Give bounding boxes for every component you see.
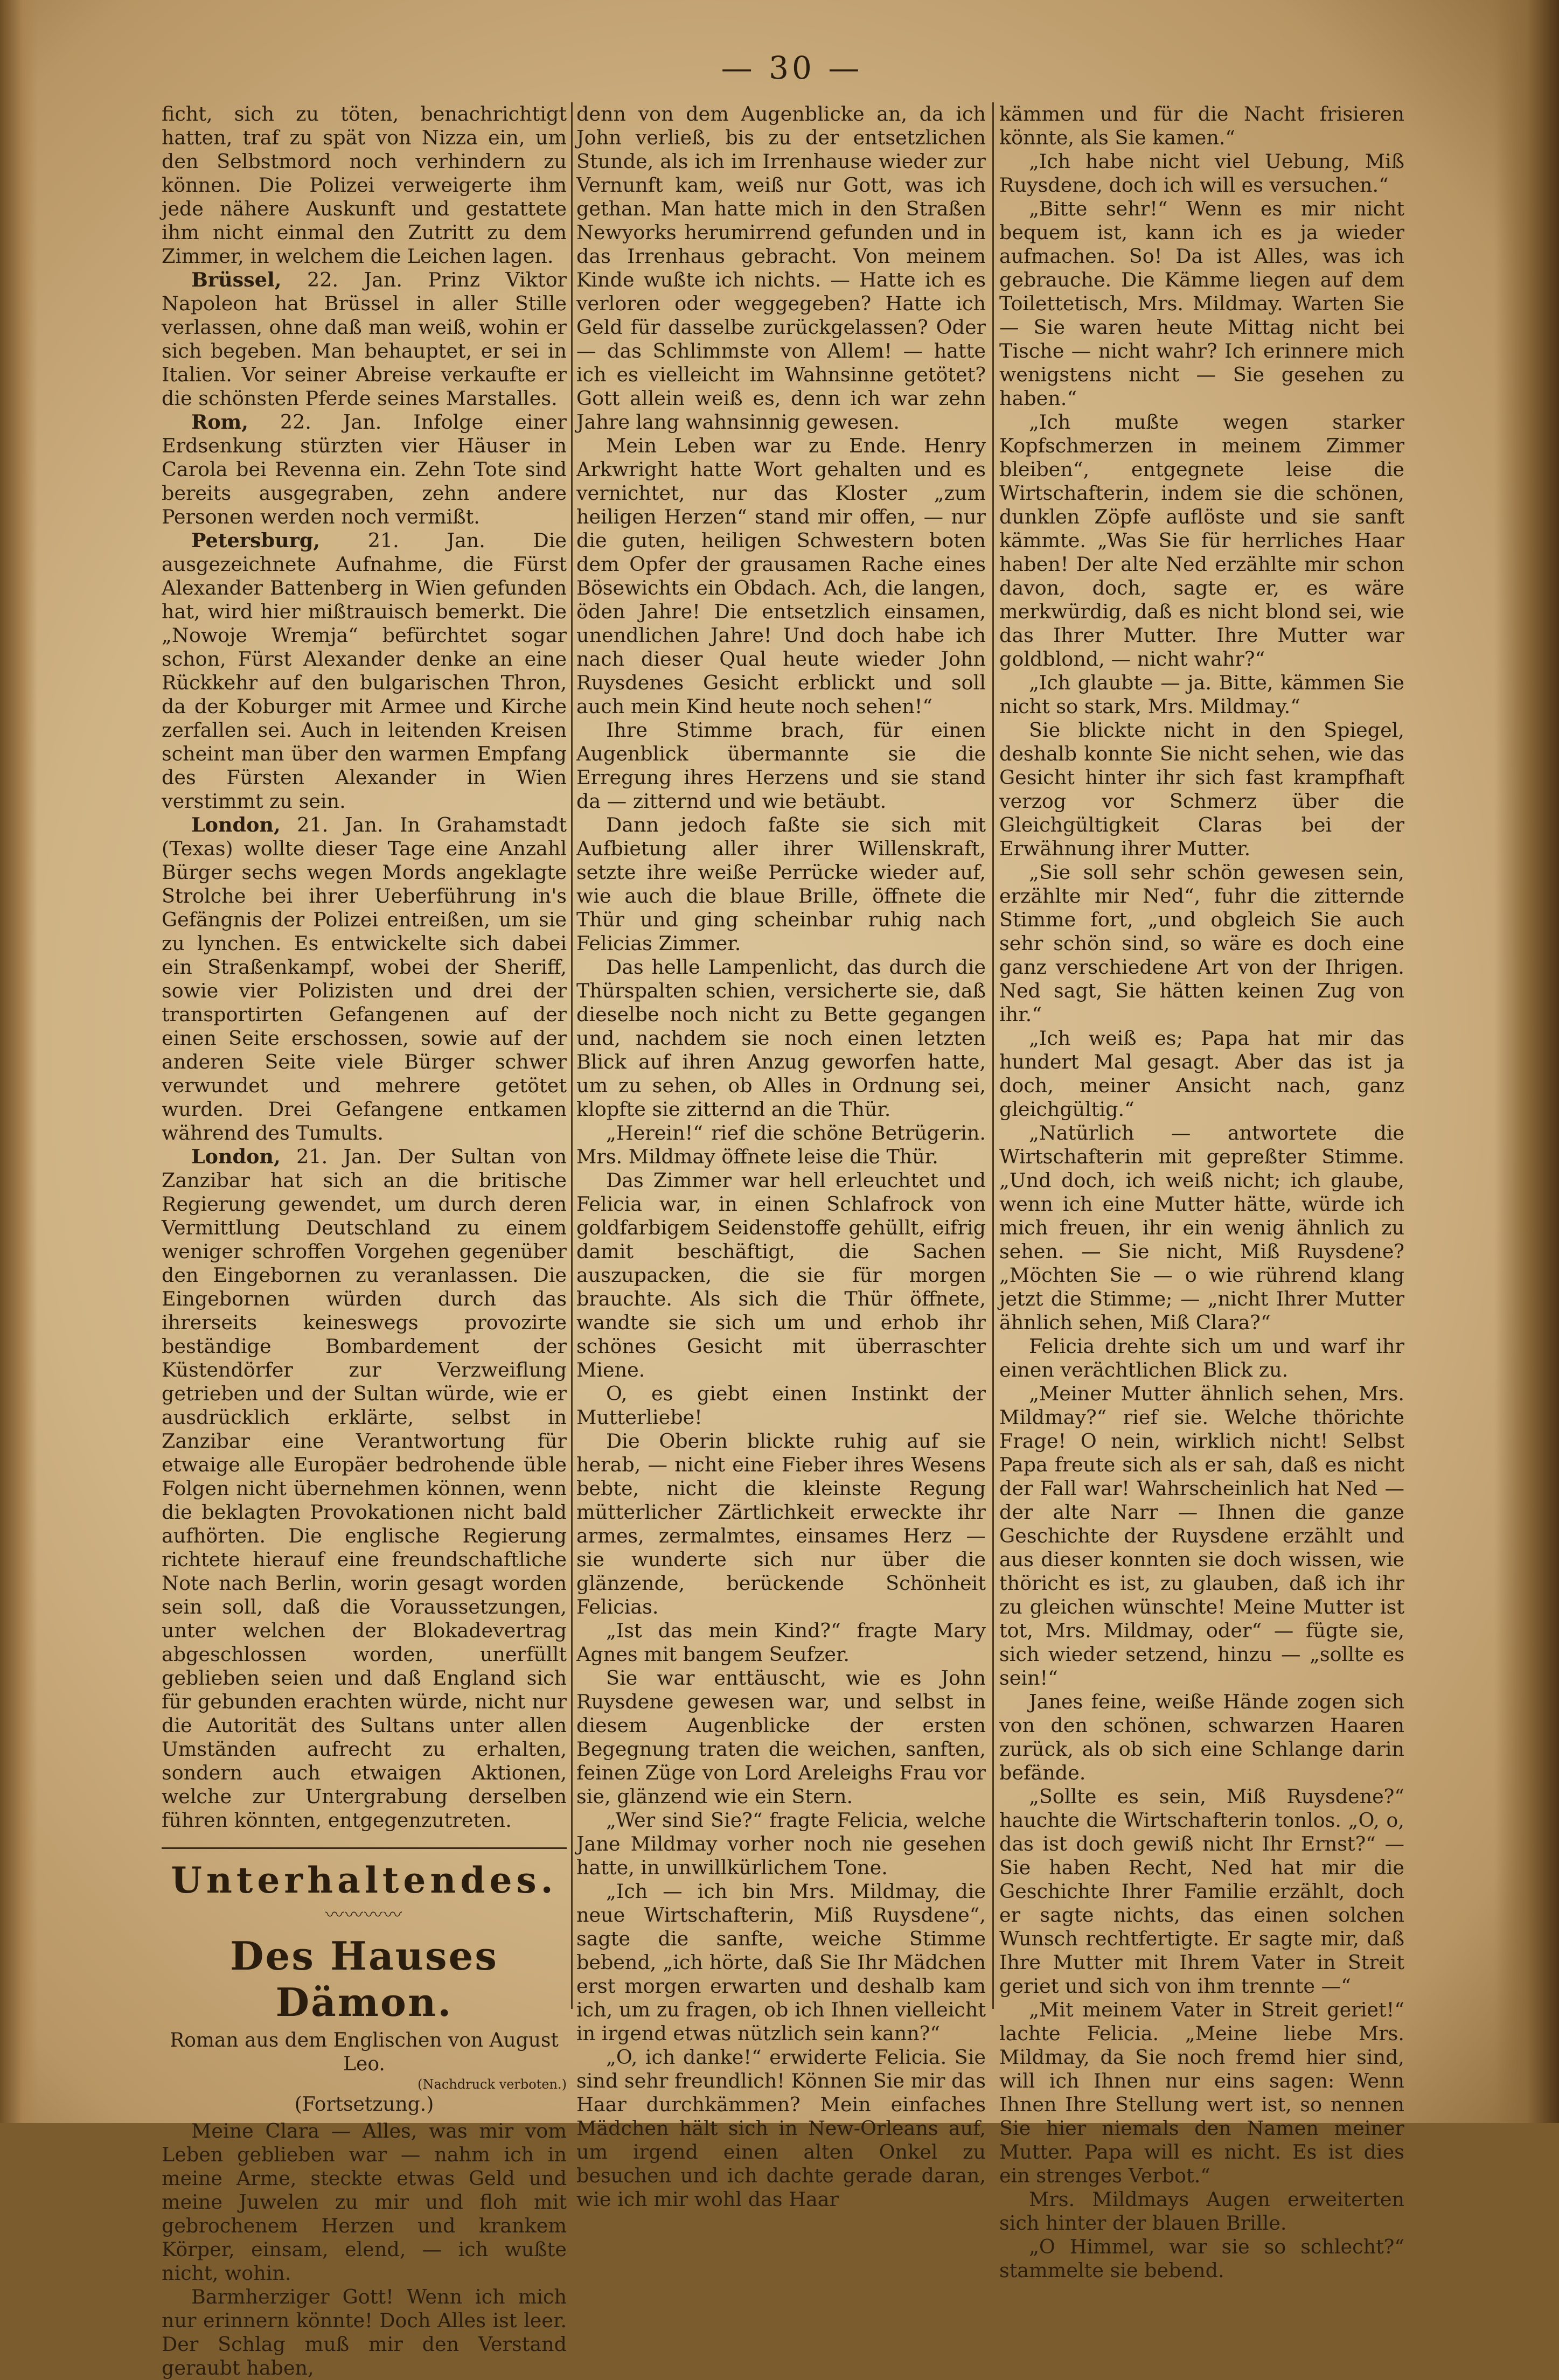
page-edge-right xyxy=(1494,0,1559,2123)
news-place: Brüssel, xyxy=(191,268,282,291)
news-item: Brüssel, 22. Jan. Prinz Viktor Napoleon hat Brüssel in aller Stille verlassen, ohne daß man weiß, wohin er sich begeben. Man behauptet, er sei in Italien. Vor seiner Abreise verkaufte er die schönsten Pferde seines Marstalles. xyxy=(162,268,567,410)
story-paragraph: Barmherziger Gott! Wenn ich mich nur erinnern könnte! Doch Alles ist leer. Der Schlag muß mir den Verstand geraubt haben, xyxy=(162,2285,567,2379)
column-1 xyxy=(162,102,567,2380)
story-paragraph: O, es giebt einen Instinkt der Mutterliebe! xyxy=(576,1382,986,1429)
story-paragraph: „Ich glaubte — ja. Bitte, kämmen Sie nicht so stark, Mrs. Mildmay.“ xyxy=(999,671,1404,718)
column-3 xyxy=(999,102,1404,2283)
story-paragraph: „O, ich danke!“ erwiderte Felicia. Sie sind sehr freundlich! Können Sie mir das Haar durchkämmen? Mein einfaches Mädchen hält sich in New-Orleans auf, um irgend einen alten Onkel zu besuchen und ich dachte gerade daran, wie ich mir wohl das Haar xyxy=(576,2046,986,2211)
news-place: London, xyxy=(191,813,281,836)
story-paragraph: „O Himmel, war sie so schlecht?“ stammelte sie bebend. xyxy=(999,2235,1404,2282)
story-paragraph: Janes feine, weiße Hände zogen sich von den schönen, schwarzen Haaren zurück, als ob sich eine Schlange darin befände. xyxy=(999,1690,1404,1784)
story-paragraph: „Natürlich — antwortete die Wirtschafterin mit gepreßter Stimme. „Und doch, ich weiß nicht; ich glaube, wenn ich eine Mutter hätte, würde ich mich freuen, ihr ein wenig ähnlich zu sehen. — Sie nicht, Miß Ruysdene? „Möchten Sie — o wie rührend klang jetzt die Stimme; — „nicht Ihrer Mutter ähnlich sehen, Miß Clara?“ xyxy=(999,1121,1404,1334)
news-place: Petersburg, xyxy=(191,529,321,552)
story-paragraph: Sie war enttäuscht, wie es John Ruysdene gewesen war, und selbst in diesem Augenblicke der ersten Begegnung traten die weichen, sanften, feinen Züge von Lord Areleighs Frau vor sie, glänzend wie ein Stern. xyxy=(576,1666,986,1808)
page-edge-left xyxy=(0,0,38,2123)
story-paragraph: denn von dem Augenblicke an, da ich John verließ, bis zu der entsetzlichen Stunde, als ich im Irrenhause wieder zur Vernunft kam, weiß nur Gott, was ich gethan. Man hatte mich in den Straßen Newyorks herumirrend gefunden und in das Irrenhaus gebracht. Von meinem Kinde wußte ich nichts. — Hatte ich es verloren oder weggegeben? Hatte ich Geld für dasselbe zurückgelassen? Oder — das Schlimmste von Allem! — hatte ich es vielleicht im Wahnsinne getötet? Gott allein weiß es, denn ich war zehn Jahre lang wahnsinnig gewesen. xyxy=(576,102,986,434)
story-paragraph: Mein Leben war zu Ende. Henry Arkwright hatte Wort gehalten und es vernichtet, nur das Kloster „zum heiligen Herzen“ stand mir offen, — nur die guten, heiligen Schwestern boten dem Opfer der grausamen Rache eines Bösewichts ein Obdach. Ach, die langen, öden Jahre! Die entsetzlich einsamen, unendlichen Jahre! Und doch habe ich nach dieser Qual heute wieder John Ruysdenes Gesicht erblickt und soll auch mein Kind heute noch sehen!“ xyxy=(576,434,986,718)
story-paragraph: Felicia drehte sich um und warf ihr einen verächtlichen Blick zu. xyxy=(999,1335,1404,1381)
story-paragraph: „Ich mußte wegen starker Kopfschmerzen in meinem Zimmer bleiben“, entgegnete leise die Wirtschafterin, indem sie die schönen, dunklen Zöpfe auflöste und sie sanft kämmte. „Was Sie für herrliches Haar haben! Der alte Ned erzählte mir schon davon, doch, sagte er, es wäre merkwürdig, daß es nicht blond sei, wie das Ihrer Mutter. Ihre Mutter war goldblond, — nicht wahr?“ xyxy=(999,410,1404,671)
continuation-label: (Fortsetzung.) xyxy=(294,2093,434,2116)
story-paragraph: Dann jedoch faßte sie sich mit Aufbietung aller ihrer Willenskraft, setzte ihre weiße Perrücke wieder auf, wie auch die blaue Brille, öffnete die Thür und ging scheinbar ruhig nach Felicias Zimmer. xyxy=(576,813,986,955)
story-paragraph: Meine Clara — Alles, was mir vom Leben geblieben war — nahm ich in meine Arme, steckte etwas Geld und meine Juwelen zu mir und floh mit gebrochenem Herzen und krankem Körper, einsam, elend, — ich wußte nicht, wohin. xyxy=(162,2119,567,2285)
story-paragraph: „Bitte sehr!“ Wenn es mir nicht bequem ist, kann ich es ja wieder aufmachen. So! Da ist Alles, was ich gebrauche. Die Kämme liegen auf dem Toilettetisch, Mrs. Mildmay. Warten Sie — Sie waren heute Mittag nicht bei Tische — nicht wahr? Ich erinnere mich wenigstens nicht — Sie gesehen zu haben.“ xyxy=(999,197,1404,410)
story-paragraph: „Ich habe nicht viel Uebung, Miß Ruysdene, doch ich will es versuchen.“ xyxy=(999,150,1404,197)
story-paragraph: „Ist das mein Kind?“ fragte Mary Agnes mit bangem Seufzer. xyxy=(576,1619,986,1666)
story-paragraph: „Wer sind Sie?“ fragte Felicia, welche Jane Mildmay vorher noch nie gesehen hatte, in unwillkürlichem Tone. xyxy=(576,1809,986,1879)
column-2 xyxy=(576,102,986,2211)
section-title: Unterhaltendes. xyxy=(171,1859,558,1901)
story-paragraph: Das helle Lampenlicht, das durch die Thürspalten schien, versicherte sie, daß dieselbe noch nicht zu Bette gegangen und, nachdem sie noch einen letzten Blick auf ihren Anzug geworfen hatte, um zu sehen, ob Alles in Ordnung sei, klopfte sie zitternd an die Thür. xyxy=(576,955,986,1121)
news-item: London, 21. Jan. Der Sultan von Zanzibar hat sich an die britische Regierung gewendet, um durch deren Vermittlung Deutschland zu einem weniger schroffen Vorgehen gegenüber den Eingebornen zu veranlassen. Die Eingebornen würden durch das ihrerseits keineswegs provozirte beständige Bombardement der Küstendörfer zur Verzweiflung getrieben und der Sultan würde, wie er ausdrücklich erklärte, selbst in Zanzibar eine Verantwortung für etwaige alle Europäer bedrohende üble Folgen nicht übernehmen können, wenn die beklagten Provokationen nicht bald aufhörten. Die englische Regierung richtete hierauf eine freundschaftliche Note nach Berlin, worin gesagt worden sein soll, daß die Voraussetzungen, unter welchen der Blokadevertrag abgeschlossen worden, unerfüllt geblieben seien und daß England sich für gebunden erachten würde, nicht nur die Autorität des Sultans unter allen Umständen aufrecht zu erhalten, sondern auch etwaigen Aktionen, welche zur Untergrabung derselben führen könnten, entgegenzutreten. xyxy=(162,1145,567,1832)
column-rule xyxy=(571,102,573,2009)
reprint-notice: (Nachdruck verboten.) xyxy=(417,2077,567,2092)
news-item: Petersburg, 21. Jan. Die ausgezeichnete Aufnahme, die Fürst Alexander Battenberg in Wien gefunden hat, wird hier mißtrauisch bemerkt. Die „Nowoje Wremja“ befürchtet sogar schon, Fürst Alexander denke an eine Rückkehr auf den bulgarischen Thron, da der Koburger mit Armee und Kirche zerfallen sei. Auch in leitenden Kreisen scheint man über den warmen Empfang des Fürsten Alexander in Wien verstimmt zu sein. xyxy=(162,529,567,813)
story-paragraph: „Sollte es sein, Miß Ruysdene?“ hauchte die Wirtschafterin tonlos. „O, o, das ist doch gewiß nicht Ihr Ernst?“ — Sie haben Recht, Ned hat mir die Geschichte Ihrer Familie erzählt, doch er sagte nichts, das einen solchen Wunsch rechtfertigte. Er sagte mir, daß Ihre Mutter mit Ihrem Vater in Streit geriet und sich von ihm trennte —“ xyxy=(999,1785,1404,1998)
ornament-divider: 〰〰〰〰 xyxy=(325,1904,403,1926)
story-paragraph: „Ich — ich bin Mrs. Mildmay, die neue Wirtschafterin, Miß Ruysdene“, sagte die sanfte, weiche Stimme bebend, „ich hörte, daß Sie Ihr Mädchen erst morgen erwarten und deshalb kam ich, um zu fragen, ob ich Ihnen vielleicht in irgend etwas nützlich sein kann?“ xyxy=(576,1880,986,2045)
news-place: Rom, xyxy=(191,410,249,434)
news-item: London, 21. Jan. In Grahamstadt (Texas) wollte dieser Tage eine Anzahl Bürger sechs wegen Mords angeklagte Strolche bei ihrer Ueberführung in's Gefängnis der Polizei entreißen, um sie zu lynchen. Es entwickelte sich dabei ein Straßenkampf, wobei der Sheriff, sowie vier Polizisten und drei der transportirten Gefangenen auf der einen Seite erschossen, sowie auf der anderen Seite viele Bürger schwer verwundet und mehrere getötet wurden. Drei Gefangene entkamen während des Tumults. xyxy=(162,813,567,1144)
story-paragraph: Die Oberin blickte ruhig auf sie herab, — nicht eine Fieber ihres Wesens bebte, nicht die kleinste Regung mütterlicher Zärtlichkeit erweckte ihr armes, zermalmtes, einsames Herz — sie wunderte sich nur über die glänzende, berückende Schönheit Felicias. xyxy=(576,1429,986,1618)
section-divider xyxy=(162,1847,567,1849)
story-title: Des Hauses Dämon. xyxy=(230,1933,498,2025)
column-rule xyxy=(992,102,994,2009)
news-place: London, xyxy=(191,1145,281,1168)
story-paragraph: „Ich weiß es; Papa hat mir das hundert Mal gesagt. Aber das ist ja doch, meiner Ansicht nach, ganz gleichgültig.“ xyxy=(999,1027,1404,1121)
story-paragraph: Das Zimmer war hell erleuchtet und Felicia war, in einen Schlafrock von goldfarbigem Seidenstoffe gehüllt, eifrig damit beschäftigt, die Sachen auszupacken, die sie für morgen brauchte. Als sich die Thür öffnete, wandte sie sich um und erhob ihr schönes Gesicht mit überraschter Miene. xyxy=(576,1169,986,1381)
story-paragraph: Ihre Stimme brach, für einen Augenblick übermannte sie die Erregung ihres Herzens und sie stand da — zitternd und wie betäubt. xyxy=(576,718,986,813)
story-paragraph: „Mit meinem Vater in Streit geriet!“ lachte Felicia. „Meine liebe Mrs. Mildmay, da Sie noch fremd hier sind, will ich Ihnen nur eins sagen: Wenn Ihnen Ihre Stellung wert ist, so nennen Sie hier niemals den Namen meiner Mutter. Papa will es nicht. Es ist dies ein strenges Verbot.“ xyxy=(999,1998,1404,2187)
story-paragraph: Sie blickte nicht in den Spiegel, deshalb konnte Sie nicht sehen, wie das Gesicht hinter ihr sich fast krampfhaft verzog vor Schmerz über die Gleichgültigkeit Claras bei der Erwähnung ihrer Mutter. xyxy=(999,718,1404,860)
news-item: ficht, sich zu töten, benachrichtigt hatten, traf zu spät von Nizza ein, um den Selbstmord noch verhindern zu können. Die Polizei verweigerte ihm jede nähere Auskunft und gestattete ihm nicht einmal den Zutritt zu dem Zimmer, in welchem die Leichen lagen. xyxy=(162,102,567,268)
story-subtitle: Roman aus dem Englischen von August Leo. xyxy=(170,2029,559,2075)
story-paragraph: kämmen und für die Nacht frisieren könnte, als Sie kamen.“ xyxy=(999,102,1404,149)
story-paragraph: „Herein!“ rief die schöne Betrügerin. Mrs. Mildmay öffnete leise die Thür. xyxy=(576,1121,986,1168)
story-paragraph: „Sie soll sehr schön gewesen sein, erzählte mir Ned“, fuhr die zitternde Stimme fort, „und obgleich Sie auch sehr schön sind, so wäre es doch eine ganz verschiedene Art von der Ihrigen. Ned sagt, Sie hätten keinen Zug von ihr.“ xyxy=(999,861,1404,1026)
story-paragraph: Mrs. Mildmays Augen erweiterten sich hinter der blauen Brille. xyxy=(999,2188,1404,2235)
news-item: Rom, 22. Jan. Infolge einer Erdsenkung stürzten vier Häuser in Carola bei Revenna ein. Zehn Tote sind bereits ausgegraben, zehn andere Personen werden noch vermißt. xyxy=(162,410,567,528)
page-number: — 30 — xyxy=(721,50,863,86)
story-paragraph: „Meiner Mutter ähnlich sehen, Mrs. Mildmay?“ rief sie. Welche thörichte Frage! O nein, wirklich nicht! Selbst Papa freute sich als er sah, daß es nicht der Fall war! Wahrscheinlich hat Ned — der alte Narr — Ihnen die ganze Geschichte der Ruysdene erzählt und aus dieser konnten sie doch wissen, wie thöricht es ist, zu glauben, daß ich ihr zu gleichen wünschte! Meine Mutter ist tot, Mrs. Mildmay, oder“ — fügte sie, sich wieder setzend, hinzu — „sollte es sein!“ xyxy=(999,1382,1404,1690)
